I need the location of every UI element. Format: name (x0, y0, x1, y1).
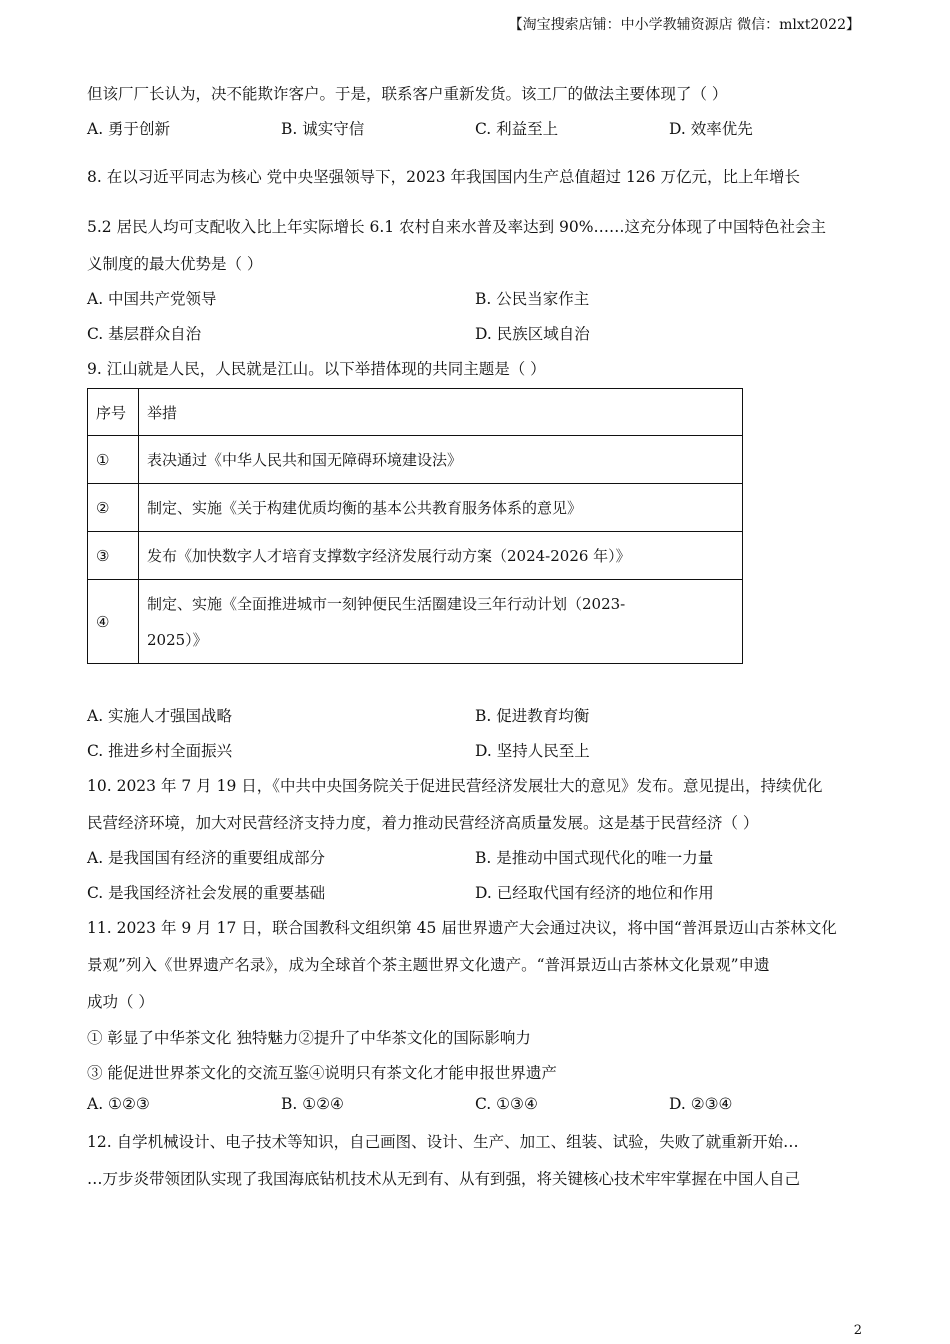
table-row (88, 484, 743, 532)
q10-option-c: C. 是我国经济社会发展的重要基础 (87, 884, 326, 902)
table-row (88, 580, 743, 664)
q9-option-a: A. 实施人才强国战略 (87, 707, 233, 725)
q8-option-a: A. 中国共产党领导 (87, 290, 217, 308)
table-header-row (88, 389, 743, 436)
row-number: ② (88, 484, 139, 532)
q11-stem-line2: 景观”列入《世界遗产名录》，成为全球首个茶主题世界文化遗产。“普洱景迈山古茶林文化景观”申遗 (87, 956, 770, 974)
q8-stem-line3: 义制度的最大优势是（ ） (87, 255, 263, 273)
q7-stem: 但该厂厂长认为，决不能欺诈客户。于是，联系客户重新发货。该工厂的做法主要体现了（ ） (87, 85, 728, 103)
q11-option-a: A. ①②③ (87, 1095, 150, 1113)
table-header-measure: 举措 (139, 389, 743, 436)
row-measure: 制定、实施《关于构建优质均衡的基本公共教育服务体系的意见》 (139, 484, 743, 532)
q11-option-d: D. ②③④ (669, 1095, 733, 1113)
table-header-number: 序号 (88, 389, 139, 436)
q11-statement-1: ① 彰显了中华茶文化 独特魅力②提升了中华茶文化的国际影响力 (87, 1029, 531, 1047)
q11-option-c: C. ①③④ (475, 1095, 538, 1113)
q7-option-a: A. 勇于创新 (87, 120, 171, 138)
row-measure-line1: 制定、实施《全面推进城市一刻钟便民生活圈建设三年行动计划（2023- (147, 594, 626, 613)
q8-option-b: B. 公民当家作主 (475, 290, 590, 308)
watermark-header: 【淘宝搜索店铺：中小学教辅资源店 微信：mlxt2022】 (508, 17, 860, 33)
q10-option-b: B. 是推动中国式现代化的唯一力量 (475, 849, 714, 867)
row-measure (139, 580, 743, 664)
q10-option-d: D. 已经取代国有经济的地位和作用 (475, 884, 714, 902)
q7-option-d: D. 效率优先 (669, 120, 753, 138)
page-number: 2 (853, 1323, 862, 1338)
q9-option-c: C. 推进乡村全面振兴 (87, 742, 233, 760)
row-number: ③ (88, 532, 139, 580)
q11-stem-line1: 11. 2023 年 9 月 17 日，联合国教科文组织第 45 届世界遗产大会通过决议，将中国“普洱景迈山古茶林文化 (87, 919, 837, 937)
row-measure: 表决通过《中华人民共和国无障碍环境建设法》 (139, 436, 743, 484)
row-number: ④ (88, 580, 139, 664)
q11-option-b: B. ①②④ (281, 1095, 344, 1113)
q8-option-c: C. 基层群众自治 (87, 325, 202, 343)
row-measure: 发布《加快数字人才培育支撑数字经济发展行动方案（2024-2026 年）》 (139, 532, 743, 580)
q12-stem-line2: …万步炎带领团队实现了我国海底钻机技术从无到有、从有到强，将关键核心技术牢牢掌握在中国人自己 (87, 1170, 801, 1188)
table-row (88, 532, 743, 580)
q8-option-d: D. 民族区域自治 (475, 325, 590, 343)
measures-table (87, 388, 743, 664)
q7-option-b: B. 诚实守信 (281, 120, 365, 138)
q7-option-c: C. 利益至上 (475, 120, 559, 138)
q9-option-d: D. 坚持人民至上 (475, 742, 590, 760)
q9-stem: 9. 江山就是人民，人民就是江山。以下举措体现的共同主题是（ ） (87, 360, 546, 378)
q10-option-a: A. 是我国国有经济的重要组成部分 (87, 849, 326, 867)
q10-stem-line2: 民营经济环境，加大对民营经济支持力度，着力推动民营经济高质量发展。这是基于民营经济（ ） (87, 814, 759, 832)
row-number: ① (88, 436, 139, 484)
row-measure-line2: 2025）》 (147, 630, 208, 649)
q8-stem-line1: 8. 在以习近平同志为核心 党中央坚强领导下，2023 年我国国内生产总值超过 126 万亿元，比上年增长 (87, 168, 800, 186)
q8-stem-line2: 5.2 居民人均可支配收入比上年实际增长 6.1 农村自来水普及率达到 90%……这充分体现了中国特色社会主 (87, 218, 826, 236)
q11-statement-2: ③ 能促进世界茶文化的交流互鉴④说明只有茶文化才能申报世界遗产 (87, 1064, 557, 1082)
q12-stem-line1: 12. 自学机械设计、电子技术等知识，自己画图、设计、生产、加工、组装、试验，失败了就重新开始… (87, 1133, 799, 1151)
q11-stem-line3: 成功（ ） (87, 993, 154, 1011)
q10-stem-line1: 10. 2023 年 7 月 19 日，《中共中央国务院关于促进民营经济发展壮大的意见》发布。意见提出，持续优化 (87, 777, 823, 795)
q9-option-b: B. 促进教育均衡 (475, 707, 590, 725)
table-row (88, 436, 743, 484)
